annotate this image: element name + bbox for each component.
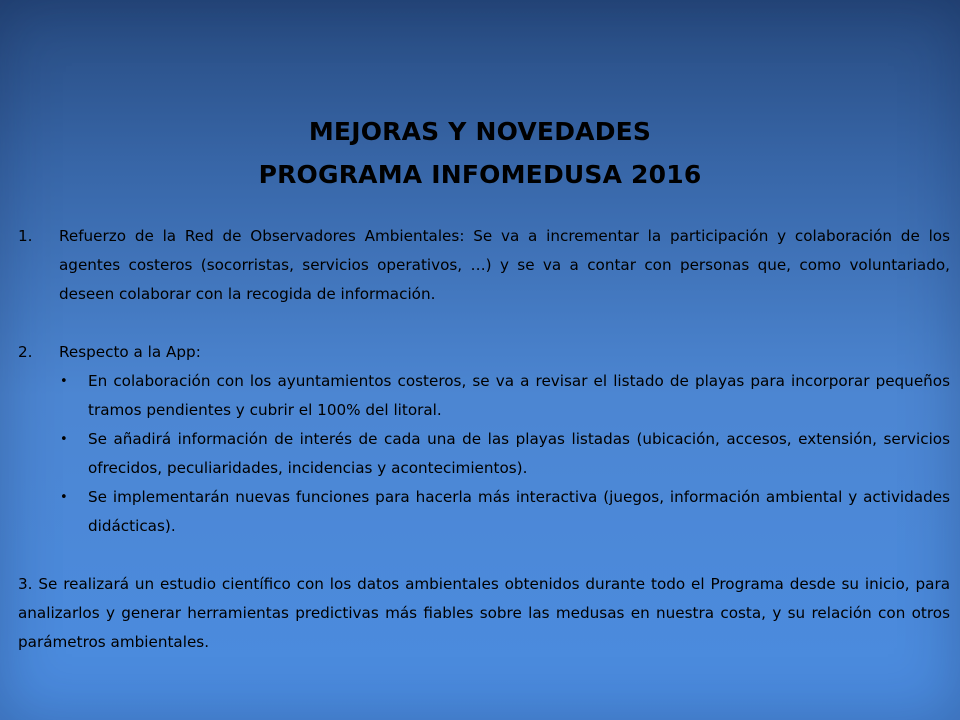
bullet-item [18, 425, 950, 483]
bullet-icon: • [60, 374, 68, 389]
list-item-2 [18, 338, 950, 367]
list-item-1 [18, 222, 950, 309]
list-item-1-text: Refuerzo de la Red de Observadores Ambientales: Se va a incrementar la participación y colaboración de los agentes costeros (socorristas, servicios operativos, …) y se va a contar con personas que, como voluntariado, deseen colaborar con la recogida de información. [59, 227, 950, 303]
list-item-3: 3. Se realizará un estudio científico con los datos ambientales obtenidos durante todo el Programa desde su inicio, para analizarlos y generar herramientas predictivas más fiables sobre las medusas en nuestra costa, y su relación con otros parámetros ambientales. [18, 575, 950, 651]
bullet-item [18, 483, 950, 541]
slide-title-line2: PROGRAMA INFOMEDUSA 2016 [258, 160, 702, 189]
bullet-item [18, 367, 950, 425]
spacer [18, 541, 950, 570]
slide-body [18, 222, 950, 657]
bullet-text: Se implementarán nuevas funciones para hacerla más interactiva (juegos, información ambiental y actividades didácticas). [88, 488, 950, 535]
list-item-2-number: 2. [18, 343, 33, 361]
bullet-text: En colaboración con los ayuntamientos costeros, se va a revisar el listado de playas para incorporar pequeños tramos pendientes y cubrir el 100% del litoral. [88, 372, 950, 419]
bullet-text: Se añadirá información de interés de cada una de las playas listadas (ubicación, accesos, extensión, servicios ofrecidos, peculiaridades, incidencias y acontecimientos). [88, 430, 950, 477]
app-bullet-list [18, 367, 950, 541]
bullet-icon: • [60, 432, 68, 447]
slide-title-line1: MEJORAS Y NOVEDADES [308, 117, 652, 146]
list-item-2-text: Respecto a la App: [59, 343, 201, 361]
bullet-icon: • [60, 490, 68, 505]
list-item-1-number: 1. [18, 227, 33, 245]
spacer [18, 309, 950, 338]
